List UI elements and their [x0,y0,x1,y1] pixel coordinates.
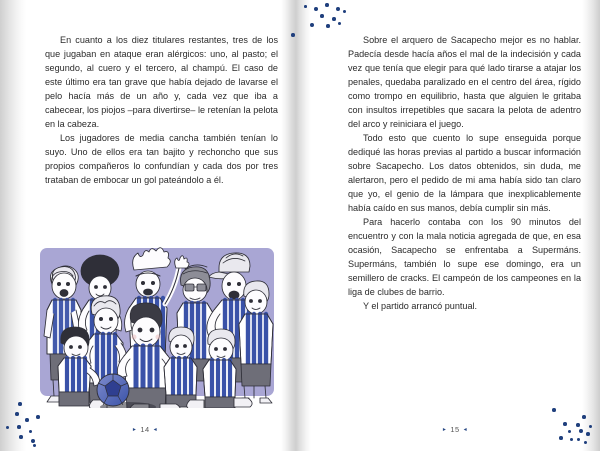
decorative-dot [304,5,307,8]
player-figure [164,327,197,407]
left-page-number: 14 [140,425,150,434]
folio-ornament-left: ▸ [442,427,447,433]
left-page-text-column [45,33,278,187]
folio-ornament-left: ▸ [132,427,137,433]
right-paragraph-4: Y el partido arrancó puntual. [363,301,478,311]
folio-ornament-right: ◂ [153,427,158,433]
left-paragraph-1: En cuanto a los diez titulares restantes, tres de los que jugaban en ataque eran alérgicos: uno, al pasto; el segundo, al cuero y el tercero, al champú. El caso de este último era tan grave que había dejado de lavarse el pelo hacía más de un año y, cada vez que iba a cabecear, los piojos –para divertirse– le retenían la pelota en la cabeza. [45,35,278,129]
left-page [0,0,290,451]
left-paragraph-2: Los jugadores de media cancha también tenían lo suyo. Uno de ellos era tan bajito y rechoncho que sus propios compañeros lo confundían y cada dos por tres trataban de embocar un gol pateándolo a él. [45,133,278,185]
right-page [310,0,600,451]
right-page-number: 15 [450,425,460,434]
right-page-text-column [348,33,581,313]
decorative-dot [291,33,295,37]
folio-ornament-right: ◂ [463,427,468,433]
player-figure [203,329,236,408]
right-page-folio [310,425,600,434]
right-paragraph-2: Todo esto que cuento lo supe enseguida porque dediqué las horas previas al partido a buscar información sobre Sacapecho. Los datos obtenidos, sin duda, me alertaron, pero el pedido de mi ama había sido tan claro que yo, el genio de la lámpara que inexplicablemente había caído en sus manos, debía cumplir sin más. [348,133,581,213]
left-page-folio [0,425,290,434]
right-paragraph-3: Para hacerlo contaba con los 90 minutos del encuentro y con la mala noticia agregada de que, en esa ocasión, Sacapecho se enfrentaba a Supermáns. Supermáns, también lo supe ese domingo, era un semillero de cracks. El campeón de los campeones en la liga de clubes de barrio. [348,217,581,297]
soccer-team-illustration [38,238,276,408]
illustration-svg [38,238,276,408]
right-paragraph-1: Sobre el arquero de Sacapecho mejor es no hablar. Padecía desde hacía años el mal de la indecisión y cada vez que tenía que elegir para qué lado tirarse a atajar los penales, quedaba paralizado en el centro del área, rígido como trompo en equilibrio, hasta que alguien le gritaba con insultos irrepetibles que sacara la pelota de adentro del arco y reiniciara el juego. [348,35,581,129]
